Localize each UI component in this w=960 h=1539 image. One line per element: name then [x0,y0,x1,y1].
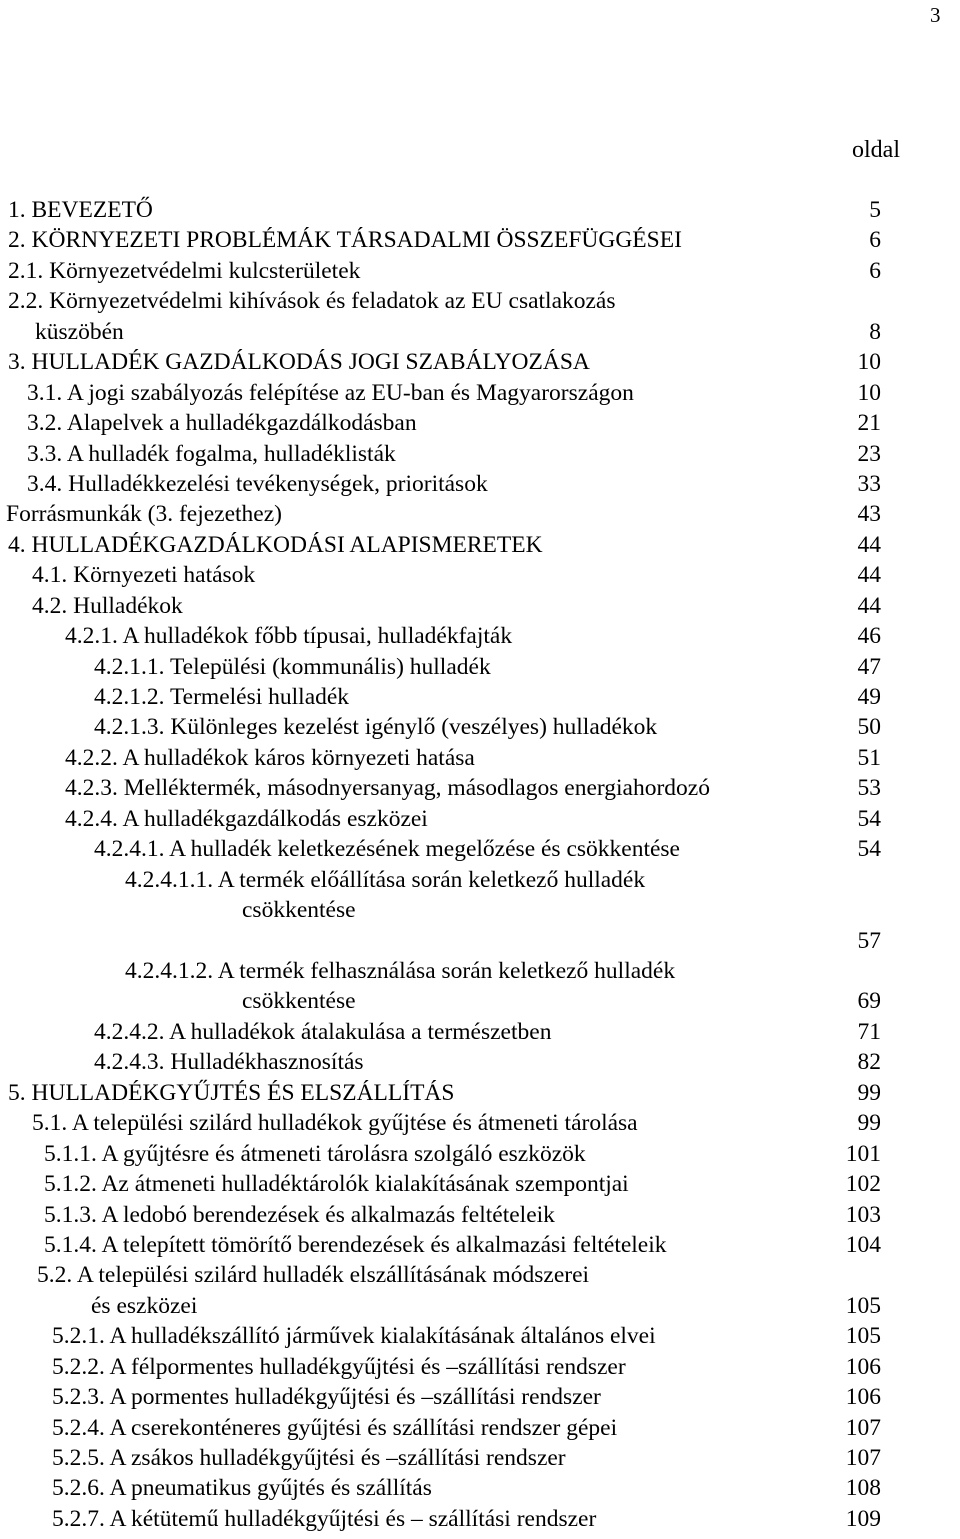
toc-entry-page: 99 [857,1110,881,1137]
toc-entry-title: 3.2. Alapelvek a hulladékgazdálkodásban [27,410,417,437]
toc-entry-page: 109 [845,1505,881,1532]
toc-entry[interactable] [0,1352,960,1382]
toc-entry[interactable] [0,225,960,255]
toc-entry-page: 108 [845,1475,881,1502]
toc-entry-title-line: 4.2.4.1.2. A termék felhasználása során keletkező hulladék [125,957,676,984]
toc-entry[interactable] [0,378,960,408]
toc-entry-title: 5.1. A települési szilárd hulladékok gyűjtése és átmeneti tárolása [32,1110,638,1137]
toc-entry-page: 6 [869,257,881,284]
toc-entry-page: 49 [857,684,881,711]
toc-entry-page: 53 [857,775,881,802]
toc-entry-title: 3.3. A hulladék fogalma, hulladéklisták [27,440,396,467]
toc-entry[interactable] [0,499,960,529]
toc-entry-title: 5.2.5. A zsákos hulladékgyűjtési és –szállítási rendszer [52,1445,566,1472]
toc-entry-page: 44 [857,592,881,619]
toc-entry[interactable] [0,195,960,225]
toc-entry-page: 50 [857,714,881,741]
toc-entry-title: 2. KÖRNYEZETI PROBLÉMÁK TÁRSADALMI ÖSSZEFÜGGÉSEI [8,227,682,254]
toc-entry-title [8,286,616,347]
toc-entry-page: 47 [857,653,881,680]
toc-entry-title: 5.1.3. A ledobó berendezések és alkalmazás feltételeik [44,1201,555,1228]
toc-entry[interactable] [0,347,960,377]
toc-entry[interactable] [0,834,960,864]
toc-entry-page: 6 [869,227,881,254]
toc-entry-page: 43 [857,501,881,528]
toc-entry-page: 21 [857,410,881,437]
toc-entry-page: 105 [845,1323,881,1350]
toc-entry-title: 5.1.1. A gyűjtésre és átmeneti tárolásra szolgáló eszközök [44,1140,586,1167]
toc-entry-page: 106 [845,1384,881,1411]
toc-entry-title-line: 2.2. Környezetvédelmi kihívások és feladatok az EU csatlakozás [8,288,616,315]
toc-entry-page: 5 [869,197,881,223]
toc-entry[interactable] [0,439,960,469]
toc-entry-page: 69 [857,988,881,1015]
toc-entry-title: 4.2.1.2. Termelési hulladék [94,684,350,711]
toc-entry[interactable] [0,1078,960,1108]
toc-entry-page: 105 [845,1292,881,1319]
toc-entry[interactable] [0,1504,960,1534]
toc-entry-page: 106 [845,1353,881,1380]
toc-entry[interactable] [0,712,960,742]
toc-entry[interactable] [0,408,960,438]
toc-entry[interactable] [0,956,960,1017]
toc-entry-title: 4.2.2. A hulladékok káros környezeti hatása [65,744,475,771]
toc-entry-page: 10 [857,379,881,406]
toc-entry-title: 3. HULLADÉK GAZDÁLKODÁS JOGI SZABÁLYOZÁSA [8,349,590,376]
toc-entry-title: 3.1. A jogi szabályozás felépítése az EU-ban és Magyarországon [27,379,634,406]
toc-entry-title-continuation: és eszközei [91,1292,198,1319]
toc-entry-page: 82 [857,1049,881,1076]
toc-entry-title: 2.1. Környezetvédelmi kulcsterületek [8,257,361,284]
toc-entry[interactable] [0,560,960,590]
toc-entry[interactable] [0,1473,960,1503]
toc-entry-title: 5.2.3. A pormentes hulladékgyűjtési és –szállítási rendszer [52,1384,601,1411]
toc-entry-title-continuation: csökkentése [242,988,356,1015]
toc-entry-title [125,865,645,926]
toc-entry-title [125,956,675,1017]
toc-entry-title: 4.2.4.2. A hulladékok átalakulása a természetben [94,1018,552,1045]
toc-entry[interactable] [0,1413,960,1443]
toc-entry-page: 107 [845,1445,881,1472]
toc-entry[interactable] [0,1443,960,1473]
toc-entry-title-line: 4.2.4.1.1. A termék előállítása során keletkező hulladék [125,866,646,893]
toc-entry-page: 44 [857,562,881,589]
toc-entry[interactable] [0,773,960,803]
toc-entry-title: 5.2.6. A pneumatikus gyűjtés és szállítás [52,1475,432,1502]
toc-entry-title: 4.2.1. A hulladékok főbb típusai, hulladékfajták [65,623,513,650]
toc-entry-title: 4.1. Környezeti hatások [32,562,256,589]
page-number: 3 [930,3,941,27]
toc-entry[interactable] [0,1017,960,1047]
toc-entry-page: 99 [857,1079,881,1106]
toc-entry[interactable] [0,530,960,560]
toc-entry-page: 8 [869,318,881,345]
toc-entry[interactable] [0,1169,960,1199]
toc-entry-title: 5.1.4. A telepített tömörítő berendezések és alkalmazási feltételeik [44,1231,667,1258]
toc-entry-title: 5.2.1. A hulladékszállító járművek kialakításának általános elvei [52,1323,656,1350]
toc-entry-page: 46 [857,623,881,650]
toc-entry[interactable] [0,804,960,834]
toc-entry[interactable] [0,865,960,956]
toc-entry[interactable] [0,743,960,773]
toc-entry-page: 101 [845,1140,881,1167]
toc-entry[interactable] [0,1200,960,1230]
toc-entry-page: 51 [857,744,881,771]
toc-entry-title: 4.2. Hulladékok [32,592,183,619]
toc-entry-title: 4.2.1.3. Különleges kezelést igénylő (veszélyes) hulladékok [94,714,658,741]
toc-entry-title: Forrásmunkák (3. fejezethez) [6,501,282,528]
toc-entry-title: 5.2.4. A cserekonténeres gyűjtési és szállítási rendszer gépei [52,1414,618,1441]
toc-entry[interactable] [0,1139,960,1169]
toc-entry-page: 33 [857,470,881,497]
toc-entry[interactable] [0,652,960,682]
toc-entry-title: 5. HULLADÉKGYŰJTÉS ÉS ELSZÁLLÍTÁS [8,1079,455,1106]
toc-entry-title: 3.4. Hulladékkezelési tevékenységek, prioritások [27,470,488,497]
toc-entry[interactable] [0,621,960,651]
toc-entry-title: 4. HULLADÉKGAZDÁLKODÁSI ALAPISMERETEK [8,531,543,558]
toc-entry-title: 4.2.1.1. Települési (kommunális) hulladék [94,653,491,680]
toc-entry-page: 54 [857,805,881,832]
toc-entry-title: 4.2.4. A hulladékgazdálkodás eszközei [65,805,428,832]
toc-entry-page: 103 [845,1201,881,1228]
toc-entry-title: 4.2.4.1. A hulladék keletkezésének megelőzése és csökkentése [94,836,680,863]
toc-entry-title: 4.2.4.3. Hulladékhasznosítás [94,1049,364,1076]
toc-entry[interactable] [0,469,960,499]
toc-entry-title-line: 5.2. A települési szilárd hulladék elszállításának módszerei [37,1262,590,1289]
toc-entry-page: 107 [845,1414,881,1441]
toc-entry-title: 1. BEVEZETŐ [8,197,153,223]
toc-entry[interactable] [0,1047,960,1077]
toc-entry[interactable] [0,1260,960,1321]
toc-entry[interactable] [0,1382,960,1412]
table-of-contents [0,195,960,1534]
toc-entry-page: 71 [857,1018,881,1045]
page-column-header: oldal [852,137,900,163]
toc-entry[interactable] [0,256,960,286]
toc-entry-page: 10 [857,349,881,376]
toc-entry[interactable] [0,286,960,347]
toc-entry-page: 102 [845,1171,881,1198]
toc-entry[interactable] [0,682,960,712]
toc-entry-page: 44 [857,531,881,558]
toc-entry-title: 4.2.3. Melléktermék, másodnyersanyag, másodlagos energiahordozó [65,775,710,802]
toc-entry-page: 23 [857,440,881,467]
toc-entry[interactable] [0,1321,960,1351]
toc-entry-title-continuation: küszöbén [35,318,124,345]
toc-entry[interactable] [0,1108,960,1138]
toc-entry-title: 5.1.2. Az átmeneti hulladéktárolók kialakításának szempontjai [44,1171,629,1198]
toc-entry-page: 104 [845,1231,881,1258]
toc-entry-page: 54 [857,836,881,863]
toc-entry-title [37,1260,589,1321]
toc-entry[interactable] [0,591,960,621]
toc-entry-title-continuation: csökkentése [242,897,356,924]
toc-entry[interactable] [0,1230,960,1260]
toc-entry-title: 5.2.2. A félpormentes hulladékgyűjtési és –szállítási rendszer [52,1353,626,1380]
toc-entry-title: 5.2.7. A kétütemű hulladékgyűjtési és – szállítási rendszer [52,1505,597,1532]
toc-entry-page: 57 [857,927,881,954]
